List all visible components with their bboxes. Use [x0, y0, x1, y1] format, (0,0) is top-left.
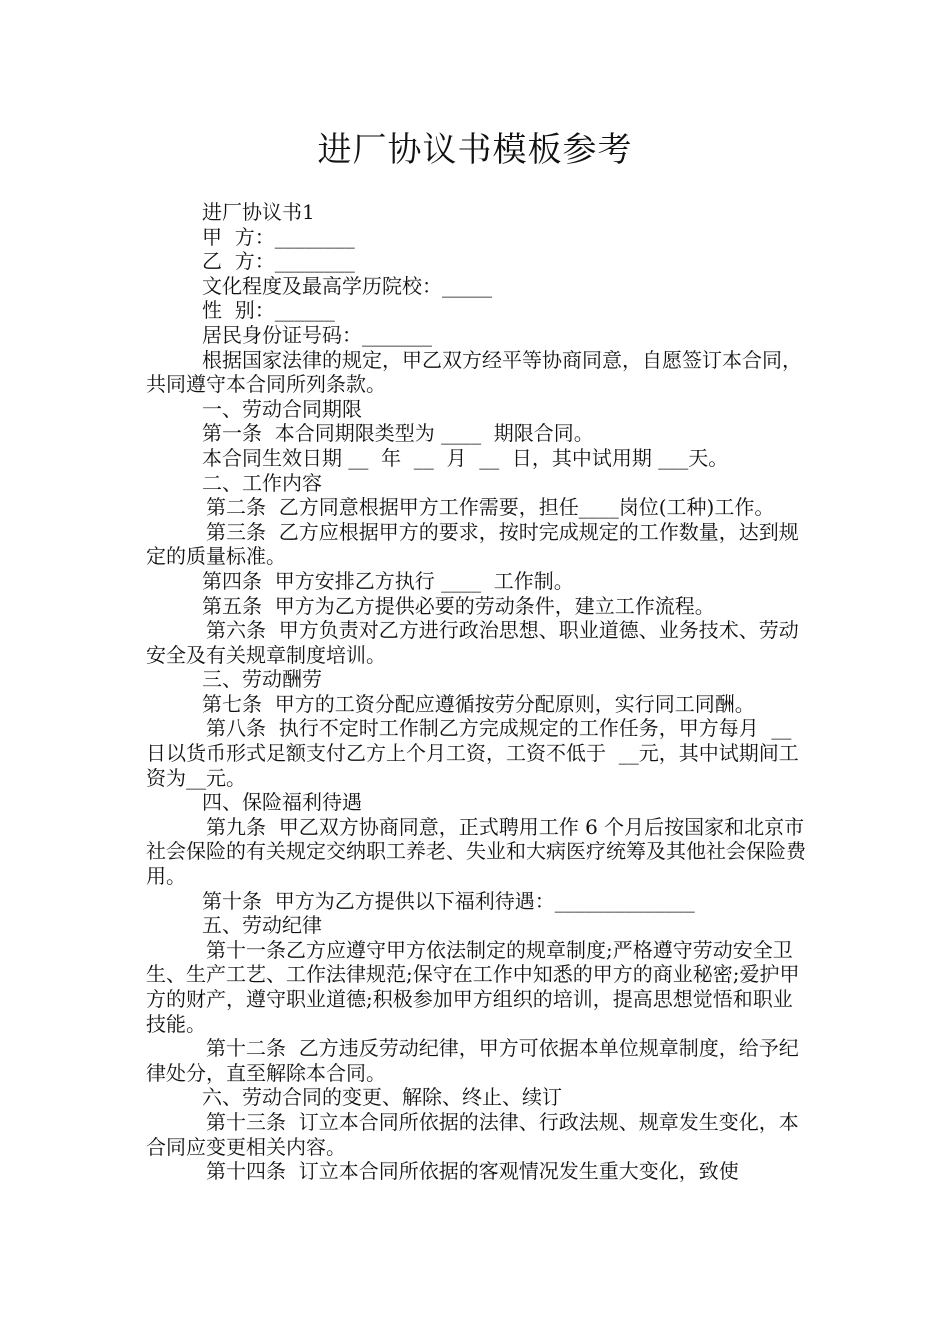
section-heading: 三、劳动酬劳 — [202, 667, 322, 692]
section-heading: 六、劳动合同的变更、解除、终止、续订 — [202, 1085, 562, 1110]
article-paragraph: 第九条 甲乙双方协商同意，正式聘用工作 6 个月后按国家和北京市社会保险的有关规定交纳职工养老、失业和大病医疗统筹及其他社会保险费用。 — [146, 814, 806, 889]
article-paragraph: 第五条 甲方为乙方提供必要的劳动条件，建立工作流程。 — [202, 593, 715, 618]
document-title: 进厂协议书模板参考 — [317, 130, 633, 170]
article-paragraph: 本合同生效日期 __ 年 __ 月 __ 日，其中试用期 ___天。 — [202, 445, 729, 470]
article-paragraph: 第八条 执行不定时工作制乙方完成规定的工作任务，甲方每月 __ 日以货币形式足额支付乙方上个月工资，工资不低于 __元，其中试期间工资为__元。 — [146, 716, 805, 790]
section-heading: 五、劳动纪律 — [202, 913, 322, 938]
education-line: 文化程度及最高学历院校：_____ — [202, 273, 492, 298]
document-body — [146, 200, 810, 1184]
article-paragraph: 第十四条 订立本合同所依据的客观情况发生重大变化，致使 — [206, 1159, 739, 1184]
party-b-line: 乙 方：________ — [202, 249, 355, 274]
article-paragraph: 第一条 本合同期限类型为 ____ 期限合同。 — [202, 421, 594, 446]
subtitle: 进厂协议书1 — [202, 200, 315, 224]
article-paragraph: 第十二条 乙方违反劳动纪律，甲方可依据本单位规章制度，给予纪律处分，直至解除本合同。 — [146, 1036, 799, 1085]
article-paragraph: 第四条 甲方安排乙方执行 ____ 工作制。 — [202, 568, 574, 593]
article-paragraph: 第二条 乙方同意根据甲方工作需要，担任____岗位(工种)工作。 — [206, 495, 775, 520]
article-paragraph: 第十三条 订立本合同所依据的法律、行政法规、规章发生变化，本合同应变更相关内容。 — [146, 1109, 799, 1159]
section-heading: 一、劳动合同期限 — [202, 396, 362, 421]
article-paragraph: 第三条 乙方应根据甲方的要求，按时完成规定的工作数量，达到规定的质量标准。 — [146, 519, 799, 569]
id-number-line: 居民身份证号码：_______ — [202, 322, 432, 347]
article-paragraph: 第十条 甲方为乙方提供以下福利待遇：______________ — [202, 888, 695, 913]
party-a-line: 甲 方：________ — [202, 224, 355, 249]
section-heading: 四、保险福利待遇 — [202, 790, 362, 815]
article-paragraph: 第六条 甲方负责对乙方进行政治思想、职业道德、业务技术、劳动安全及有关规章制度培训。 — [146, 618, 799, 667]
gender-line: 性 别：______ — [202, 298, 335, 323]
section-heading: 二、工作内容 — [202, 470, 322, 495]
article-paragraph: 第七条 甲方的工资分配应遵循按劳分配原则，实行同工同酬。 — [202, 691, 755, 716]
preamble-paragraph: 根据国家法律的规定，甲乙双方经平等协商同意，自愿签订本合同，共同遵守本合同所列条款。 — [146, 347, 802, 397]
article-paragraph: 第十一条乙方应遵守甲方依法制定的规章制度;严格遵守劳动安全卫生、生产工艺、工作法律规范;保守在工作中知悉的甲方的商业秘密;爱护甲方的财产，遵守职业道德;积极参加甲方组织的培训，提高思想觉悟和职业技能。 — [146, 937, 800, 1036]
